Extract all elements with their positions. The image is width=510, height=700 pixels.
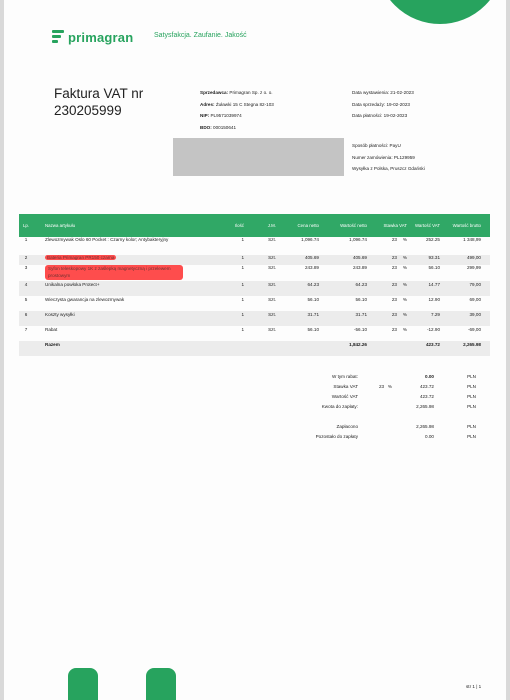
payment-method: Sposób płatności: PayU [352,143,401,148]
table-row: 2 Bateria Primagran PR150 czarna 1 Szt. 405.69 405.69 23 % 93.31 499,00 [19,255,490,265]
table-row: 1 Zlewozmywak Oslo 60 Pocket : Czarny kolor; Antybakteryjny 1 Szt. 1,096.74 1,096.74 23 % 252.25 1 348,99 [24,237,481,242]
brand-tagline: Satysfakcja. Zaufanie. Jakość [154,32,247,39]
header-gross-value: Wartość brutto [452,223,481,228]
table-row: 6 Koszty wysyłki 1 Szt. 31.71 31.71 23 % 7.29 39,00 [19,311,490,326]
header-vat-rate: Stawka VAT [383,223,407,228]
seller-bdo: 000150641 [213,125,237,131]
payment-date: Data płatności: 19-02-2023 [352,113,408,119]
header-net-value: Wartość netto [340,223,367,228]
brand-logo [52,29,133,45]
header-name: Nazwa artykułu [45,223,76,228]
invoice-page [4,0,506,700]
seller-block: Sprzedawca: Primagran Sp. z o. o. Adres: Żuławki 15 C Stegna 82-103 NIP: PL9571039974 BDO: 000150641 [200,90,274,131]
issue-date: Data wystawienia: 21-02-2023 [352,90,414,95]
order-number: Numer zamówienia: PL129959 [352,154,415,160]
shipping-origin: Wysyłka z Polska, Pruszcz Gdański [352,166,425,172]
seller-name: Primagran Sp. z o. o. [229,90,273,95]
table-row: 4 Unikalna powłoka Protect+ 1 Szt. 64.23 64.23 23 % 14.77 79,00 [19,281,490,296]
table-row: 3 Syfon teleskopowy 1K z zaślepką magnetyczną i przelewem prostowym 1 Szt. 243.89 243.89 23 % 56.10 299,99 [19,265,490,281]
invoice-title-label: Faktura VAT nr [54,86,144,101]
header-unit: J.M. [267,223,276,228]
header-net-price: Cena netto [297,223,319,228]
payment-summary: W tym rabat: 0.00 PLN Stawka VAT 23 % 423.72 PLN Wartość VAT 423.72 PLN Kwota do zapłaty: 2,265.98 PLN Zapłacono 2,265.98 PLN Pozostało do zapłaty 0.00 PLN [315,373,476,439]
total-row: Razem 1,842.26 423.72 2,265.98 [19,341,490,356]
table-header [19,214,490,237]
dates-block [352,87,414,122]
brand-name: primagran [68,29,134,45]
page-number: str 1 | 1 [466,684,482,689]
highlighted-item-name: Bateria Primagran PR150 czarna [47,255,115,260]
invoice-number: 230205999 [54,103,122,118]
seller-nip: PL9571039974 [210,113,242,119]
green-tab-left [68,668,98,700]
header-vat-value: Wartość VAT [414,223,440,228]
payment-info [352,140,425,175]
logo-mark-icon [52,29,64,45]
redacted-buyer-block [173,138,344,176]
table-row: 7 Rabat 1 Szt. 56.10 -56.10 23 % -12.90 -69,00 [24,327,481,332]
items-table [19,214,490,356]
header-lp: Lp. [22,223,30,228]
invoice-title [54,85,143,119]
seller-address: Żuławki 15 C Stegna 82-103 [215,101,274,107]
table-row: 5 Wieczysta gwarancja na zlewozmywak 1 Szt. 56.10 56.10 23 % 12.90 69,00 [24,297,481,302]
sale-date: Data sprzedaży: 19-02-2023 [352,101,410,107]
highlighted-item-name: Syfon teleskopowy 1K z zaślepką magnetyczną i przelewem prostowym [45,265,183,280]
header-qty: Ilość [234,223,244,228]
green-tab-right [146,668,176,700]
brand-ring-decoration [376,0,504,24]
